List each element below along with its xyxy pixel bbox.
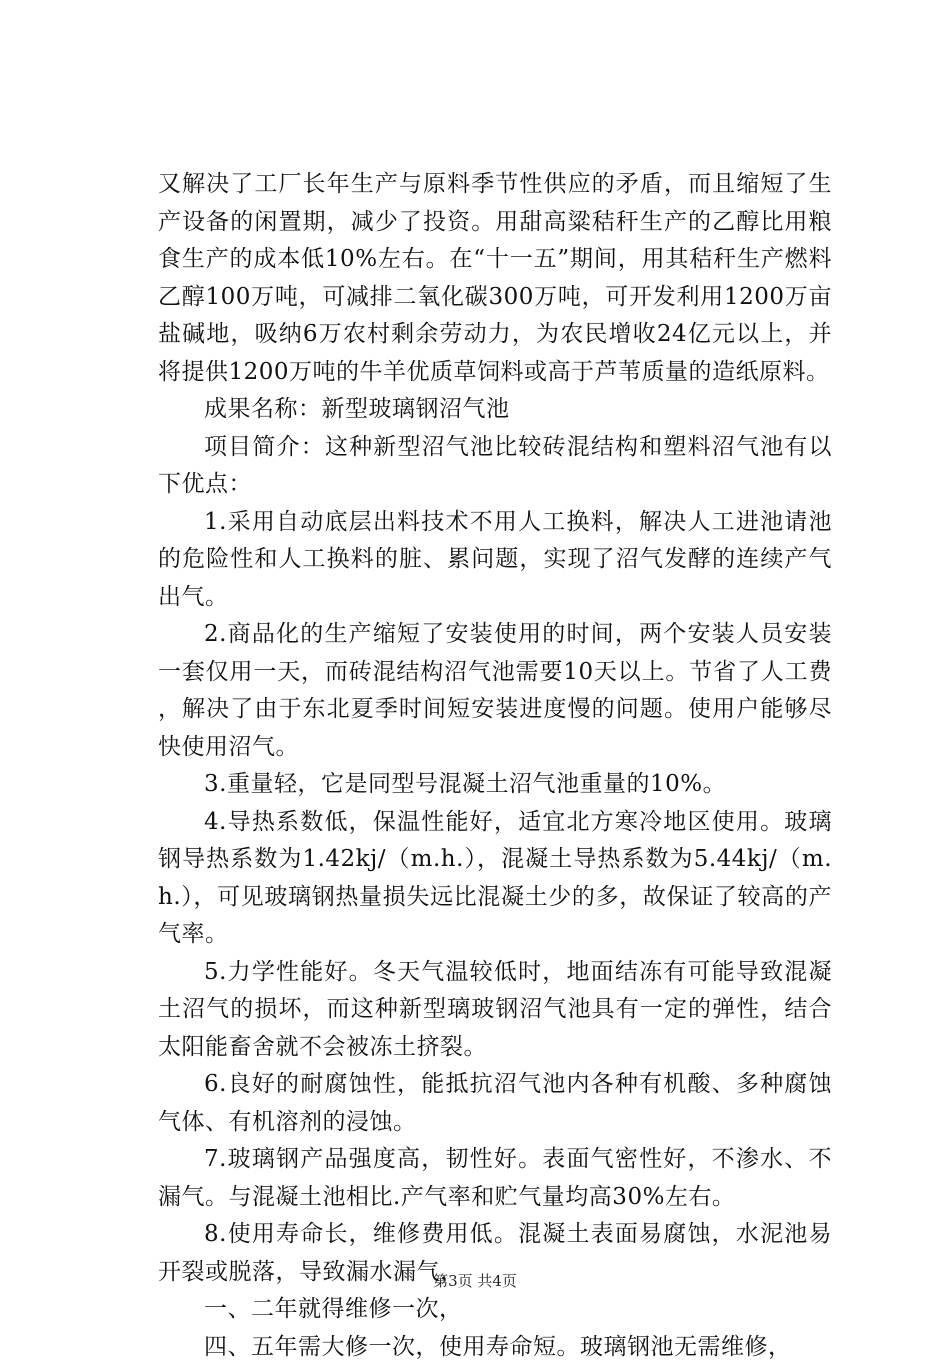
paragraph: 6.良好的耐腐蚀性，能抵抗沼气池内各种有机酸、多种腐蚀气体、有机溶剂的浸蚀。: [158, 1066, 832, 1141]
paragraph: 7.玻璃钢产品强度高，韧性好。表面气密性好，不渗水、不漏气。与混凝土池相比.产气率和贮气量均高30%左右。: [158, 1141, 832, 1216]
page-number-footer: 第3页 共4页: [0, 1271, 950, 1291]
document-body: [158, 166, 832, 1366]
paragraph: 项目简介：这种新型沼气池比较砖混结构和塑料沼气池有以下优点：: [158, 429, 832, 504]
paragraph: 1.采用自动底层出料技术不用人工换料，解决人工进池请池的危险性和人工换料的脏、累问题，实现了沼气发酵的连续产气出气。: [158, 504, 832, 617]
paragraph: 一、二年就得维修一次，: [158, 1291, 832, 1329]
paragraph: 2.商品化的生产缩短了安装使用的时间，两个安装人员安装一套仅用一天，而砖混结构沼气池需要10天以上。节省了人工费，解决了由于东北夏季时间短安装进度慢的问题。使用户能够尽快使用沼气。: [158, 616, 832, 766]
paragraph: 3.重量轻，它是同型号混凝土沼气池重量的10%。: [158, 766, 832, 804]
paragraph: 5.力学性能好。冬天气温较低时，地面结冻有可能导致混凝土沼气的损坏，而这种新型璃玻钢沼气池具有一定的弹性，结合太阳能畜舍就不会被冻土挤裂。: [158, 954, 832, 1067]
paragraph: 4.导热系数低，保温性能好，适宜北方寒冷地区使用。玻璃钢导热系数为1.42kj/（m.h.），混凝土导热系数为5.44kj/（m.h.），可见玻璃钢热量损失远比混凝土少的多，故保证了较高的产气率。: [158, 804, 832, 954]
paragraph: 又解决了工厂长年生产与原料季节性供应的矛盾，而且缩短了生产设备的闲置期，减少了投资。用甜高粱秸秆生产的乙醇比用粮食生产的成本低10%左右。在“十一五”期间，用其秸秆生产燃料乙醇100万吨，可减排二氧化碳300万吨，可开发利用1200万亩盐碱地，吸纳6万农村剩余劳动力，为农民增收24亿元以上，并将提供1200万吨的牛羊优质草饲料或高于芦苇质量的造纸原料。: [158, 166, 832, 391]
paragraph: 8.使用寿命长，维修费用低。混凝土表面易腐蚀，水泥池易开裂或脱落，导致漏水漏气，: [158, 1216, 832, 1291]
paragraph: 成果名称：新型玻璃钢沼气池: [158, 391, 832, 429]
paragraph: 四、五年需大修一次，使用寿命短。玻璃钢池无需维修，: [158, 1329, 832, 1366]
